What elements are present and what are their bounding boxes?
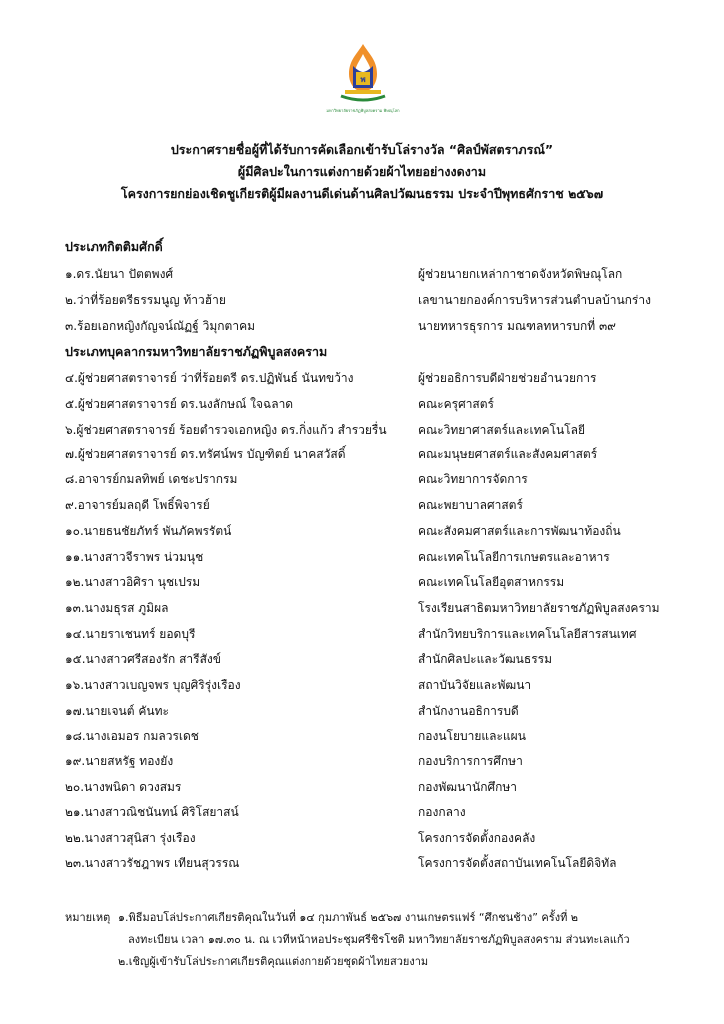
person-name: ๑๕.นางสาวศรีสองรัก สารีสังข์ (65, 652, 221, 666)
person-position: สำนักศิลปะและวัฒนธรรม (418, 652, 553, 666)
list-item (0, 676, 724, 694)
person-position: คณะพยาบาลศาสตร์ (418, 498, 523, 512)
person-name: ๒๑.นางสาวณิชนันทน์ ศิริโสยาสน์ (65, 805, 239, 819)
person-position: คณะเทคโนโลยีการเกษตรและอาหาร (418, 550, 610, 564)
person-position: สำนักวิทยบริการและเทคโนโลยีสารสนเทศ (418, 627, 637, 641)
list-item (0, 573, 724, 591)
list-item (0, 778, 724, 796)
person-name: ๑๐.นายธนชัยภัทร์ พันภัคพรรัตน์ (65, 524, 232, 538)
person-position: คณะวิทยาศาสตร์และเทคโนโลยี (418, 423, 585, 437)
person-position: โครงการจัดตั้งสถาบันเทคโนโลยีดิจิทัล (418, 856, 617, 870)
list-item (0, 265, 724, 283)
note-line-2: ลงทะเบียน เวลา ๑๗.๓๐ น. ณ เวทีหน้าหอประชุมศรีชิรโชติ มหาวิทยาลัยราชภัฏพิบูลสงคราม ส่วนทะเลแก้ว (128, 933, 630, 946)
title-line-2: ผู้มีศิลปะในการแต่งกายด้วยผ้าไทยอย่างงดงาม (237, 164, 487, 179)
list-item (0, 625, 724, 643)
category-heading: ประเภทกิตติมศักดิ์ (65, 239, 163, 254)
list-item (0, 317, 724, 335)
list-item (0, 650, 724, 668)
list-item (0, 702, 724, 720)
person-name: ๙.อาจารย์มลฤดี โพธิ์พิจารย์ (65, 498, 210, 512)
person-name: ๓.ร้อยเอกหญิงกัญจน์ณัฏฐ์ วิมุกตาคม (65, 319, 256, 333)
list-item (0, 752, 724, 770)
person-name: ๕.ผู้ช่วยศาสตราจารย์ ดร.นงลักษณ์ ใจฉลาด (65, 397, 294, 411)
person-position: คณะเทคโนโลยีอุตสาหกรรม (418, 575, 565, 589)
person-position: สำนักงานอธิการบดี (418, 704, 519, 718)
person-name: ๑๒.นางสาวอิศิรา นุชเปรม (65, 575, 201, 589)
list-item (0, 445, 724, 463)
person-position: เลขานายกองค์การบริหารส่วนตำบลบ้านกร่าง (418, 293, 651, 307)
person-position: สถาบันวิจัยและพัฒนา (418, 678, 532, 692)
list-item (0, 496, 724, 514)
person-name: ๗.ผู้ช่วยศาสตราจารย์ ดร.ทรัศน์พร บัญฑิตย์ นาคสวัสดิ์ (65, 447, 346, 461)
list-item (0, 599, 724, 617)
person-position: นายทหารธุรการ มณฑลทหารบกที่ ๓๙ (418, 319, 616, 333)
note-label: หมายเหตุ (65, 911, 111, 924)
note-line-3: ๒.เชิญผู้เข้ารับโล่ประกาศเกียรติคุณแต่งกายด้วยชุดผ้าไทยสวยงาม (118, 955, 429, 968)
person-position: คณะมนุษยศาสตร์และสังคมศาสตร์ (418, 447, 598, 461)
person-name: ๒๒.นางสาวสุนิสา รุ่งเรือง (65, 831, 196, 845)
list-item (0, 395, 724, 413)
list-item (0, 470, 724, 488)
svg-text:พ: พ (360, 75, 366, 84)
person-position: โรงเรียนสาธิตมหาวิทยาลัยราชภัฏพิบูลสงคราม (418, 601, 660, 615)
list-item (0, 548, 724, 566)
person-name: ๑๙.นายสหรัฐ ทองยัง (65, 754, 174, 768)
person-name: ๒.ว่าที่ร้อยตรีธรรมนูญ ท้าวฮ้าย (65, 293, 226, 307)
person-name: ๖.ผู้ช่วยศาสตราจารย์ ร้อยตำรวจเอกหญิง ดร.กิ่งแก้ว สำรวยรื่น (65, 423, 387, 437)
person-position: คณะสังคมศาสตร์และการพัฒนาท้องถิ่น (418, 524, 621, 538)
person-name: ๑๔.นายราเชนทร์ ยอดบุรี (65, 627, 196, 641)
university-logo (335, 42, 391, 108)
person-position: โครงการจัดตั้งกองคลัง (418, 831, 536, 845)
logo-caption: มหาวิทยาลัยราชภัฏพิบูลสงคราม พิษณุโลก (326, 108, 400, 113)
person-name: ๔.ผู้ช่วยศาสตราจารย์ ว่าที่ร้อยตรี ดร.ปฏิพันธ์ นันทขว้าง (65, 371, 354, 385)
person-name: ๑๗.นายเจนต์ คันทะ (65, 704, 169, 718)
title-line-1: ประกาศรายชื่อผู้ที่ได้รับการคัดเลือกเข้ารับโล่รางวัล “ศิลป์พัสตราภรณ์” (170, 142, 554, 157)
list-item (0, 829, 724, 847)
list-item (0, 421, 724, 439)
person-name: ๑๘.นางเอมอร กมลวรเดช (65, 729, 199, 743)
list-item (0, 727, 724, 745)
person-position: คณะวิทยาการจัดการ (418, 472, 528, 486)
person-position: ผู้ช่วยนายกเหล่ากาชาดจังหวัดพิษณุโลก (418, 267, 623, 281)
list-item (0, 854, 724, 872)
list-item (0, 369, 724, 387)
person-position: กองกลาง (418, 805, 466, 819)
person-name: ๑๓.นางมธุรส ภูมิผล (65, 601, 169, 615)
person-name: ๘.อาจารย์กมลทิพย์ เดชะปรากรม (65, 472, 238, 486)
person-position: กองนโยบายและแผน (418, 729, 526, 743)
person-name: ๑๑.นางสาวจีราพร น่วมนุช (65, 550, 204, 564)
person-name: ๒๓.นางสาวรัชฎาพร เทียนสุวรรณ (65, 856, 240, 870)
note-line-1: ๑.พิธีมอบโล่ประกาศเกียรติคุณในวันที่ ๑๔ กุมภาพันธ์ ๒๕๖๗ งานเกษตรแฟร์ “ศึกชนช้าง” ครั้งที่ ๒ (118, 911, 579, 924)
person-name: ๑.ดร.นัยนา ปัตตพงศ์ (65, 267, 174, 281)
list-item (0, 803, 724, 821)
category-heading: ประเภทบุคลากรมหาวิทยาลัยราชภัฏพิบูลสงคราม (65, 344, 328, 359)
person-name: ๒๐.นางพนิดา ดวงสมร (65, 780, 182, 794)
person-name: ๑๖.นางสาวเบญจพร บุญศิริรุ่งเรือง (65, 678, 241, 692)
title-line-3: โครงการยกย่องเชิดชูเกียรติผู้มีผลงานดีเด่นด้านศิลปวัฒนธรรม ประจำปีพุทธศักราช ๒๕๖๗ (120, 186, 604, 201)
list-item (0, 291, 724, 309)
person-position: ผู้ช่วยอธิการบดีฝ่ายช่วยอำนวยการ (418, 371, 597, 385)
person-position: กองพัฒนานักศึกษา (418, 780, 518, 794)
person-position: กองบริการการศึกษา (418, 754, 523, 768)
person-position: คณะครุศาสตร์ (418, 397, 494, 411)
list-item (0, 522, 724, 540)
